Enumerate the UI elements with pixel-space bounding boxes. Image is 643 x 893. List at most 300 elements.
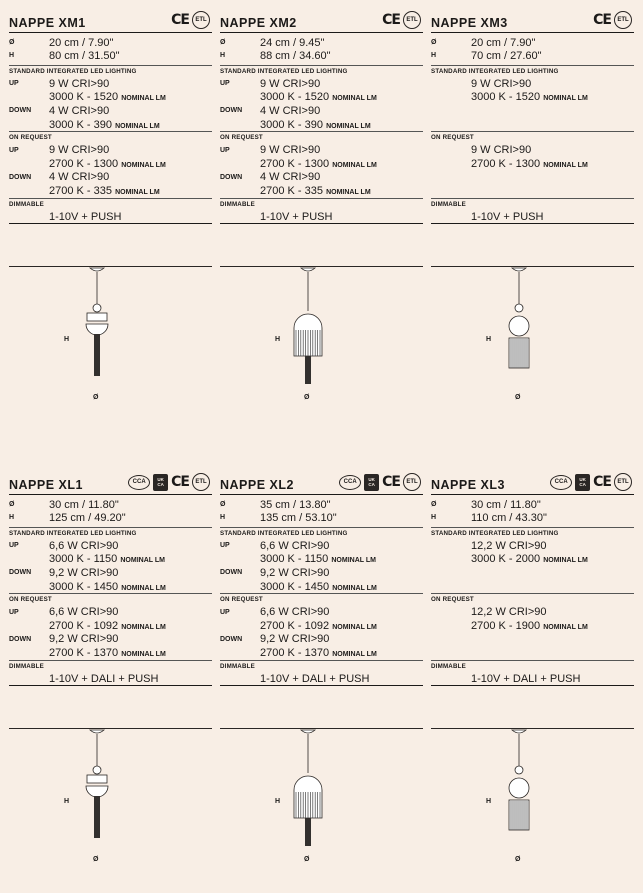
standard-lighting-value [49, 581, 166, 593]
diameter-value: 20 cm / 7.90" [49, 36, 114, 49]
on-request-key: DOWN [9, 173, 32, 181]
height-row [431, 49, 634, 62]
ce-mark-icon: CE [593, 474, 611, 490]
divider [220, 660, 423, 661]
on-request-key: UP [220, 608, 230, 616]
height-value: 110 cm / 43.30" [471, 511, 547, 524]
nominal-lm-label: NOMINAL LM [115, 122, 160, 130]
standard-lighting-value [471, 91, 588, 103]
sphere-large-shape [509, 316, 529, 336]
on-request-text: 2700 K - 1092 [260, 619, 330, 632]
standard-lighting-row [220, 539, 423, 553]
canopy-shape [512, 730, 526, 733]
on-request-text: 2700 K - 1300 [260, 157, 330, 170]
ce-mark-icon: CE [382, 474, 400, 490]
standard-lighting-row [9, 77, 212, 91]
cert-marks [550, 473, 632, 491]
height-row [220, 49, 423, 62]
height-key: H [9, 52, 15, 59]
on-request-row [9, 171, 212, 185]
standard-lighting-text: 3000 K - 390 [260, 118, 323, 131]
product-card [9, 10, 212, 401]
on-request-text: 6,6 W CRI>90 [49, 606, 119, 619]
standard-lighting-text: 4 W CRI>90 [260, 104, 321, 117]
divider [431, 198, 634, 199]
lamp-illustration [9, 266, 212, 431]
lamp-drawing [431, 728, 634, 888]
dimmable-value: 1-10V + PUSH [471, 210, 544, 223]
dimensions [9, 33, 212, 65]
lamp-illustration [431, 728, 634, 893]
standard-lighting-text: 3000 K - 1450 [260, 580, 330, 593]
diameter-marker: Ø [93, 856, 99, 863]
product-title: NAPPE XL2 [220, 478, 294, 492]
cone-shape [86, 786, 108, 797]
on-request-rows [220, 143, 423, 197]
on-request-key: UP [9, 608, 19, 616]
divider [431, 65, 634, 66]
diameter-marker: Ø [515, 856, 521, 863]
standard-lighting-row [220, 118, 423, 132]
nominal-lm-label: NOMINAL LM [332, 650, 377, 658]
etl-mark-icon: ETL [614, 11, 632, 29]
on-request-text: 9 W CRI>90 [260, 144, 321, 157]
divider [431, 660, 634, 661]
diameter-row [9, 36, 212, 49]
cca-mark-icon: CCA [128, 475, 150, 490]
dimmable-value: 1-10V + PUSH [49, 210, 122, 223]
diameter-key: Ø [9, 501, 15, 508]
standard-lighting-row [9, 91, 212, 105]
ce-mark-icon: CE [593, 12, 611, 28]
on-request-row [431, 143, 634, 157]
on-request-text: 9 W CRI>90 [49, 144, 110, 157]
nominal-lm-label: NOMINAL LM [332, 623, 377, 631]
rod-shape [305, 356, 311, 384]
height-row [220, 511, 423, 524]
standard-lighting-value [260, 91, 377, 103]
standard-lighting-text: 3000 K - 390 [49, 118, 112, 131]
on-request-rows [9, 605, 212, 659]
diameter-key: Ø [220, 501, 226, 508]
cert-marks [382, 11, 421, 29]
height-value: 88 cm / 34.60" [260, 49, 331, 62]
divider [9, 660, 212, 661]
product-card [431, 472, 634, 863]
standard-lighting-value [49, 567, 118, 579]
on-request-value [49, 158, 166, 170]
dimensions [220, 495, 423, 527]
product-card [431, 10, 634, 401]
dimmable-row [431, 210, 634, 224]
height-marker: H [275, 798, 281, 805]
on-request-text: 2700 K - 335 [49, 184, 112, 197]
standard-lighting-key: DOWN [220, 569, 243, 577]
ce-mark-icon: CE [382, 12, 400, 28]
cca-mark-icon: CCA [339, 475, 361, 490]
on-request-label: ON REQUEST [220, 596, 263, 604]
on-request-text: 2700 K - 1370 [260, 646, 330, 659]
card-header [9, 472, 212, 494]
on-request-value [471, 158, 588, 170]
standard-lighting-label: STANDARD INTEGRATED LED LIGHTING [9, 530, 137, 537]
standard-lighting-text: 9,2 W CRI>90 [260, 566, 330, 579]
standard-lighting-text: 3000 K - 1450 [49, 580, 119, 593]
dimmable-row [220, 210, 423, 224]
standard-lighting-text: 6,6 W CRI>90 [260, 539, 330, 552]
standard-lighting-row [9, 566, 212, 580]
standard-lighting-value [49, 91, 166, 103]
nominal-lm-label: NOMINAL LM [326, 188, 371, 196]
on-request-row [9, 184, 212, 198]
sphere-shape [93, 304, 101, 312]
standard-lighting-value [260, 581, 377, 593]
on-request-rows [9, 143, 212, 197]
on-request-text: 2700 K - 1370 [49, 646, 119, 659]
lamp-drawing [431, 266, 634, 426]
on-request-text: 2700 K - 1300 [471, 157, 541, 170]
on-request-row [9, 619, 212, 633]
dimmable-label: DIMMABLE [9, 200, 44, 208]
dimmable-label: DIMMABLE [9, 662, 44, 670]
nominal-lm-label: NOMINAL LM [543, 557, 588, 565]
product-title: NAPPE XM2 [220, 16, 297, 30]
on-request-text: 9 W CRI>90 [471, 144, 532, 157]
diameter-row [431, 498, 634, 511]
nominal-lm-label: NOMINAL LM [543, 623, 588, 631]
lamp-drawing [220, 266, 423, 426]
diameter-row [431, 36, 634, 49]
ce-mark-icon: CE [171, 12, 189, 28]
diameter-value: 20 cm / 7.90" [471, 36, 536, 49]
on-request-text: 2700 K - 335 [260, 184, 323, 197]
divider [9, 593, 212, 594]
on-request-value [260, 185, 371, 197]
divider [220, 198, 423, 199]
standard-lighting-row [431, 553, 634, 567]
standard-lighting-value [260, 567, 329, 579]
on-request-row [220, 605, 423, 619]
divider [220, 593, 423, 594]
etl-mark-icon: ETL [192, 473, 210, 491]
dimensions [9, 495, 212, 527]
standard-lighting-row [220, 566, 423, 580]
dimmable-value: 1-10V + DALI + PUSH [471, 672, 581, 685]
standard-lighting-label: STANDARD INTEGRATED LED LIGHTING [431, 68, 559, 75]
diameter-marker: Ø [515, 394, 521, 401]
nominal-lm-label: NOMINAL LM [115, 188, 160, 196]
nominal-lm-label: NOMINAL LM [121, 161, 166, 169]
diameter-value: 30 cm / 11.80" [49, 498, 119, 511]
nominal-lm-label: NOMINAL LM [331, 557, 376, 565]
on-request-text: 2700 K - 1092 [49, 619, 119, 632]
on-request-value [49, 606, 118, 618]
dimensions [431, 33, 634, 65]
lamp-illustration [220, 728, 423, 893]
on-request-text: 4 W CRI>90 [260, 171, 321, 184]
standard-lighting-text: 3000 K - 1150 [49, 553, 118, 566]
on-request-text: 9,2 W CRI>90 [49, 633, 119, 646]
divider [431, 593, 634, 594]
standard-lighting-value [260, 78, 320, 90]
product-card [220, 10, 423, 401]
product-card [9, 472, 212, 863]
on-request-value [49, 185, 160, 197]
on-request-value [471, 144, 531, 156]
etl-mark-icon: ETL [403, 11, 421, 29]
ukca-mark-icon: UK CA [153, 474, 168, 491]
standard-lighting-text: 4 W CRI>90 [49, 104, 110, 117]
on-request-row [9, 605, 212, 619]
nominal-lm-label: NOMINAL LM [332, 95, 377, 103]
dimmable-label: DIMMABLE [220, 200, 255, 208]
standard-lighting-value [49, 119, 160, 131]
standard-lighting-key: DOWN [220, 107, 243, 115]
on-request-text: 4 W CRI>90 [49, 171, 110, 184]
on-request-key: UP [9, 146, 19, 154]
height-marker: H [64, 336, 70, 343]
standard-lighting-label: STANDARD INTEGRATED LED LIGHTING [9, 68, 137, 75]
divider [9, 527, 212, 528]
on-request-text: 12,2 W CRI>90 [471, 606, 547, 619]
standard-lighting-key: UP [9, 542, 19, 550]
on-request-key: DOWN [9, 635, 32, 643]
on-request-label: ON REQUEST [220, 134, 263, 142]
divider [9, 198, 212, 199]
standard-lighting-rows [9, 77, 212, 131]
divider [431, 685, 634, 686]
on-request-rows [220, 605, 423, 659]
on-request-value [471, 606, 547, 618]
dimmable-row [220, 672, 423, 686]
lamp-illustration [220, 266, 423, 431]
on-request-value [49, 144, 109, 156]
canopy-shape [301, 268, 315, 271]
standard-lighting-key: UP [220, 80, 230, 88]
lamp-illustration [431, 266, 634, 431]
rod-shape [305, 818, 311, 846]
product-title: NAPPE XL3 [431, 478, 505, 492]
tassel-rod [94, 796, 100, 838]
divider [220, 685, 423, 686]
nominal-lm-label: NOMINAL LM [543, 95, 588, 103]
standard-lighting-value [49, 78, 109, 90]
on-request-label: ON REQUEST [431, 596, 474, 604]
card-header [431, 10, 634, 32]
dimmable-value: 1-10V + DALI + PUSH [260, 672, 370, 685]
height-row [9, 49, 212, 62]
height-value: 135 cm / 53.10" [260, 511, 337, 524]
lamp-drawing [9, 728, 212, 888]
on-request-value [49, 171, 109, 183]
height-key: H [220, 514, 226, 521]
standard-lighting-rows [220, 539, 423, 593]
on-request-row [220, 143, 423, 157]
standard-lighting-row [220, 77, 423, 91]
height-key: H [220, 52, 226, 59]
divider [220, 223, 423, 224]
standard-lighting-value [260, 553, 376, 565]
nominal-lm-label: NOMINAL LM [332, 161, 377, 169]
canopy-shape [301, 730, 315, 733]
on-request-row [9, 646, 212, 660]
on-request-text: 2700 K - 1300 [49, 157, 119, 170]
product-title: NAPPE XM3 [431, 16, 508, 30]
dimmable-row [9, 210, 212, 224]
diameter-value: 24 cm / 9.45" [260, 36, 325, 49]
cert-marks [128, 473, 210, 491]
dimmable-row [431, 672, 634, 686]
product-card [220, 472, 423, 863]
diameter-row [220, 498, 423, 511]
on-request-row [220, 619, 423, 633]
on-request-value [260, 620, 377, 632]
standard-lighting-text: 3000 K - 1520 [260, 91, 330, 104]
sphere-small-shape [515, 304, 523, 312]
standard-lighting-row [431, 77, 634, 91]
on-request-text: 2700 K - 1900 [471, 619, 541, 632]
standard-lighting-rows [220, 77, 423, 131]
nominal-lm-label: NOMINAL LM [543, 161, 588, 169]
canopy-shape [512, 268, 526, 271]
cca-mark-icon: CCA [550, 475, 572, 490]
dimensions [220, 33, 423, 65]
dimmable-row [9, 672, 212, 686]
height-key: H [9, 514, 15, 521]
divider [9, 131, 212, 132]
height-key: H [431, 514, 437, 521]
ukca-mark-icon: UK CA [575, 474, 590, 491]
standard-lighting-text: 3000 K - 2000 [471, 553, 541, 566]
dimmable-label: DIMMABLE [431, 200, 466, 208]
diameter-marker: Ø [304, 394, 310, 401]
diameter-value: 30 cm / 11.80" [471, 498, 541, 511]
on-request-key: DOWN [220, 635, 243, 643]
diameter-row [9, 498, 212, 511]
on-request-row [431, 157, 634, 171]
on-request-row [431, 619, 634, 633]
standard-lighting-label: STANDARD INTEGRATED LED LIGHTING [220, 68, 348, 75]
on-request-value [49, 633, 118, 645]
on-request-row [220, 633, 423, 647]
height-marker: H [486, 798, 492, 805]
on-request-label: ON REQUEST [9, 596, 52, 604]
cert-marks [593, 11, 632, 29]
diameter-value: 35 cm / 13.80" [260, 498, 331, 511]
standard-lighting-row [9, 553, 212, 567]
dimmable-value: 1-10V + PUSH [260, 210, 333, 223]
standard-lighting-value [49, 105, 109, 117]
height-marker: H [64, 798, 70, 805]
lamp-drawing [9, 266, 212, 426]
on-request-value [260, 633, 329, 645]
ce-mark-icon: CE [171, 474, 189, 490]
nominal-lm-label: NOMINAL LM [326, 122, 371, 130]
standard-lighting-rows [431, 77, 634, 131]
nominal-lm-label: NOMINAL LM [121, 584, 166, 592]
on-request-label: ON REQUEST [431, 134, 474, 142]
on-request-row [9, 143, 212, 157]
height-marker: H [275, 336, 281, 343]
standard-lighting-row [220, 91, 423, 105]
on-request-row [220, 184, 423, 198]
divider [431, 527, 634, 528]
standard-lighting-value [260, 540, 329, 552]
on-request-row [9, 633, 212, 647]
nominal-lm-label: NOMINAL LM [121, 650, 166, 658]
on-request-row [431, 605, 634, 619]
diameter-key: Ø [431, 39, 437, 46]
dimmable-value: 1-10V + DALI + PUSH [49, 672, 159, 685]
standard-lighting-text: 3000 K - 1520 [49, 91, 119, 104]
on-request-rows [431, 605, 634, 659]
on-request-label: ON REQUEST [9, 134, 52, 142]
on-request-value [471, 620, 588, 632]
standard-lighting-label: STANDARD INTEGRATED LED LIGHTING [220, 530, 348, 537]
on-request-value [260, 647, 377, 659]
etl-mark-icon: ETL [192, 11, 210, 29]
on-request-row [220, 157, 423, 171]
divider [9, 65, 212, 66]
tassel-rod [94, 334, 100, 376]
standard-lighting-row [9, 104, 212, 118]
standard-lighting-text: 3000 K - 1520 [471, 91, 541, 104]
on-request-key: DOWN [220, 173, 243, 181]
diameter-key: Ø [9, 39, 15, 46]
card-header [9, 10, 212, 32]
nominal-lm-label: NOMINAL LM [121, 95, 166, 103]
on-request-value [260, 158, 377, 170]
etl-mark-icon: ETL [403, 473, 421, 491]
standard-lighting-value [260, 105, 320, 117]
diameter-key: Ø [431, 501, 437, 508]
standard-lighting-text: 9,2 W CRI>90 [49, 566, 119, 579]
standard-lighting-rows [9, 539, 212, 593]
standard-lighting-value [471, 78, 531, 90]
dimensions [431, 495, 634, 527]
divider [9, 685, 212, 686]
sphere-shape [93, 766, 101, 774]
standard-lighting-value [49, 553, 165, 565]
on-request-value [260, 171, 320, 183]
on-request-text: 9,2 W CRI>90 [260, 633, 330, 646]
on-request-row [9, 157, 212, 171]
standard-lighting-row [220, 580, 423, 594]
on-request-key: UP [220, 146, 230, 154]
standard-lighting-text: 9 W CRI>90 [49, 77, 110, 90]
divider [431, 131, 634, 132]
on-request-value [260, 606, 329, 618]
card-header [220, 472, 423, 494]
on-request-value [49, 647, 166, 659]
divider [9, 223, 212, 224]
standard-lighting-key: DOWN [9, 569, 32, 577]
height-value: 125 cm / 49.20" [49, 511, 126, 524]
lamp-drawing [220, 728, 423, 888]
standard-lighting-text: 9 W CRI>90 [471, 77, 532, 90]
etl-mark-icon: ETL [614, 473, 632, 491]
standard-lighting-key: UP [220, 542, 230, 550]
sphere-small-shape [515, 766, 523, 774]
nominal-lm-label: NOMINAL LM [332, 584, 377, 592]
cone-shape [86, 324, 108, 335]
standard-lighting-row [9, 539, 212, 553]
divider [220, 65, 423, 66]
on-request-row [220, 171, 423, 185]
card-header [220, 10, 423, 32]
nominal-lm-label: NOMINAL LM [120, 557, 165, 565]
diameter-marker: Ø [304, 856, 310, 863]
